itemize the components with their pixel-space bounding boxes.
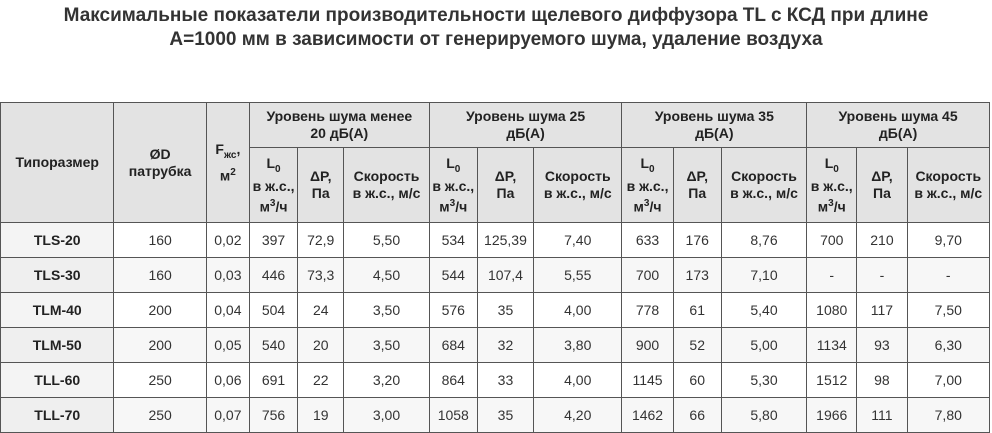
table-cell: 1058 xyxy=(429,398,477,433)
header-speed: Скорость в ж.с., м/с xyxy=(344,148,429,223)
table-cell: - xyxy=(807,258,857,293)
cell-area: 0,04 xyxy=(206,293,249,328)
table-cell: 60 xyxy=(673,363,721,398)
header-type: Типоразмер xyxy=(1,103,114,223)
header-group-45: Уровень шума 45 дБ(А) xyxy=(807,103,990,148)
table-cell: 35 xyxy=(477,293,533,328)
cell-type: TLS-30 xyxy=(1,258,114,293)
title-line-2: A=1000 мм в зависимости от генерируемого шума, удаление воздуха xyxy=(169,29,823,50)
table-cell: 446 xyxy=(249,258,297,293)
table-cell: 5,40 xyxy=(721,293,806,328)
cell-type: TLS-20 xyxy=(1,223,114,258)
cell-area: 0,03 xyxy=(206,258,249,293)
table-cell: 210 xyxy=(857,223,907,258)
table-cell: 3,50 xyxy=(344,293,429,328)
cell-diameter: 250 xyxy=(114,363,206,398)
table-cell: 1080 xyxy=(807,293,857,328)
header-airflow: $L_0$ в ж.с., $м^3/ч$ xyxy=(807,148,857,223)
table-cell: 1134 xyxy=(807,328,857,363)
table-cell: 756 xyxy=(249,398,297,433)
title-line-1: Максимальные показатели производительности щелевого диффузора TL с КСД при длине xyxy=(63,5,929,26)
header-pressure: ΔP, Па xyxy=(673,148,721,223)
table-cell: 6,30 xyxy=(907,328,989,363)
table-cell: 5,50 xyxy=(344,223,429,258)
table-cell: 4,50 xyxy=(344,258,429,293)
table-cell: 4,00 xyxy=(534,363,622,398)
table-cell: 3,80 xyxy=(534,328,622,363)
table-row xyxy=(1,328,990,363)
table-cell: 22 xyxy=(298,363,344,398)
table-cell: 7,40 xyxy=(534,223,622,258)
table-row xyxy=(1,223,990,258)
table-cell: 504 xyxy=(249,293,297,328)
table-cell: 73,3 xyxy=(298,258,344,293)
table-cell: 7,50 xyxy=(907,293,989,328)
table-cell: 125,39 xyxy=(477,223,533,258)
table-cell: 72,9 xyxy=(298,223,344,258)
table-cell: 7,80 xyxy=(907,398,989,433)
table-row xyxy=(1,293,990,328)
table-cell: - xyxy=(857,258,907,293)
cell-area: 0,05 xyxy=(206,328,249,363)
header-pressure: ΔP, Па xyxy=(298,148,344,223)
table-cell: 691 xyxy=(249,363,297,398)
table-row xyxy=(1,258,990,293)
table-cell: 544 xyxy=(429,258,477,293)
table-cell: 111 xyxy=(857,398,907,433)
table-cell: 8,76 xyxy=(721,223,806,258)
table-cell: 4,20 xyxy=(534,398,622,433)
cell-type: TLL-70 xyxy=(1,398,114,433)
header-airflow: $L_0$ в ж.с., $м^3/ч$ xyxy=(429,148,477,223)
table-cell: 5,00 xyxy=(721,328,806,363)
header-group-20: Уровень шума менее 20 дБ(А) xyxy=(249,103,429,148)
table-cell: 9,70 xyxy=(907,223,989,258)
document-title xyxy=(0,4,992,52)
table-cell: 778 xyxy=(622,293,673,328)
table-cell: 61 xyxy=(673,293,721,328)
table-cell: 700 xyxy=(807,223,857,258)
table-cell: 1462 xyxy=(622,398,673,433)
table-cell: 700 xyxy=(622,258,673,293)
table-cell: 633 xyxy=(622,223,673,258)
table-cell: 66 xyxy=(673,398,721,433)
table-cell: 4,00 xyxy=(534,293,622,328)
table-cell: 5,55 xyxy=(534,258,622,293)
cell-diameter: 200 xyxy=(114,293,206,328)
table-cell: 534 xyxy=(429,223,477,258)
table-cell: 24 xyxy=(298,293,344,328)
cell-diameter: 160 xyxy=(114,258,206,293)
cell-diameter: 160 xyxy=(114,223,206,258)
table-cell: 107,4 xyxy=(477,258,533,293)
table-cell: 93 xyxy=(857,328,907,363)
table-cell: 1145 xyxy=(622,363,673,398)
table-cell: 576 xyxy=(429,293,477,328)
header-diameter: ØD патрубка xyxy=(114,103,206,223)
cell-area: 0,06 xyxy=(206,363,249,398)
cell-type: TLM-40 xyxy=(1,293,114,328)
table-cell: 7,00 xyxy=(907,363,989,398)
table-cell: 7,10 xyxy=(721,258,806,293)
table-cell: 864 xyxy=(429,363,477,398)
table-cell: 5,80 xyxy=(721,398,806,433)
header-speed: Скорость в ж.с., м/с xyxy=(534,148,622,223)
table-cell: 33 xyxy=(477,363,533,398)
table-cell: 52 xyxy=(673,328,721,363)
table-cell: 540 xyxy=(249,328,297,363)
table-row xyxy=(1,363,990,398)
cell-diameter: 200 xyxy=(114,328,206,363)
table-cell: 32 xyxy=(477,328,533,363)
header-group-35: Уровень шума 35 дБ(А) xyxy=(622,103,807,148)
table-cell: 98 xyxy=(857,363,907,398)
table-cell: 3,50 xyxy=(344,328,429,363)
table-cell: 19 xyxy=(298,398,344,433)
table-cell: 173 xyxy=(673,258,721,293)
performance-table xyxy=(0,102,990,433)
header-speed: Скорость в ж.с., м/с xyxy=(907,148,989,223)
table-cell: 117 xyxy=(857,293,907,328)
table-cell: 3,20 xyxy=(344,363,429,398)
header-area: $F_{жс}$, $м^2$ xyxy=(206,103,249,223)
header-airflow: $L_0$ в ж.с., $м^3/ч$ xyxy=(249,148,297,223)
table-cell: 900 xyxy=(622,328,673,363)
table-cell: 1966 xyxy=(807,398,857,433)
cell-area: 0,07 xyxy=(206,398,249,433)
table-cell: 3,00 xyxy=(344,398,429,433)
header-pressure: ΔP, Па xyxy=(477,148,533,223)
cell-area: 0,02 xyxy=(206,223,249,258)
header-airflow: $L_0$ в ж.с., $м^3/ч$ xyxy=(622,148,673,223)
header-group-25: Уровень шума 25 дБ(А) xyxy=(429,103,622,148)
table-row xyxy=(1,398,990,433)
table-cell: 20 xyxy=(298,328,344,363)
table-cell: 1512 xyxy=(807,363,857,398)
table-cell: 397 xyxy=(249,223,297,258)
header-speed: Скорость в ж.с., м/с xyxy=(721,148,806,223)
table-cell: 684 xyxy=(429,328,477,363)
table-cell: 176 xyxy=(673,223,721,258)
table-cell: 5,30 xyxy=(721,363,806,398)
table-cell: 35 xyxy=(477,398,533,433)
cell-diameter: 250 xyxy=(114,398,206,433)
cell-type: TLM-50 xyxy=(1,328,114,363)
cell-type: TLL-60 xyxy=(1,363,114,398)
header-pressure: ΔP, Па xyxy=(857,148,907,223)
table-cell: - xyxy=(907,258,989,293)
